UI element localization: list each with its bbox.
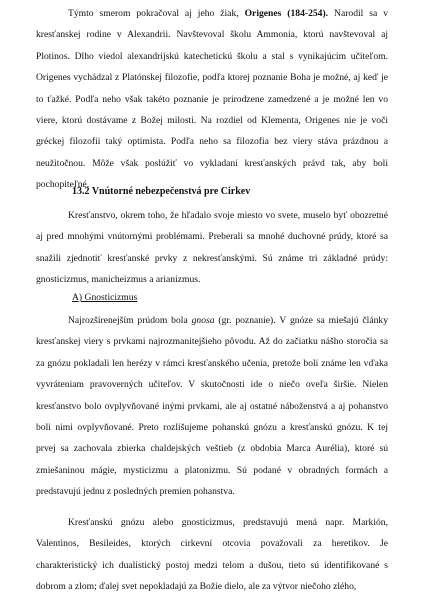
paragraph-gnosis	[36, 310, 388, 503]
paragraph-internal-dangers: Kresťanstvo, okrem toho, že hľadalo svoje miesto vo svete, muselo byť obozretné aj pred mnohými vnútornými problémami. Preberali sa mnohé duchovné prúdy, ktoré sa snažili zjednotiť kresťanské prvky z nekresťanskými. Sú známe tri základné prúdy: gnosticizmus, manicheizmus a arianizmus.	[36, 210, 388, 286]
paragraph-origenes-lead: Týmto smerom pokračoval aj jeho žiak,	[68, 8, 245, 19]
paragraph-gnosis-lead: Najrozšírenejším prúdom bola	[68, 315, 192, 326]
gnosa-term: gnosa	[191, 315, 215, 326]
section-heading: 13.2 Vnútorné nebezpečenstvá pre Cirkev	[72, 186, 251, 197]
origenes-name: Origenes (184-254).	[244, 8, 329, 19]
paragraph-gnosis-body: (gr. poznanie). V gnóze sa miešajú články kresťanskej viery s prvkami najrozmanitejšieho pôvodu. Až do začiatku nášho storočia sa za gnózu pokladali len herézy v rámci kresťanského učenia, pretože boli známe len vďaka vyvráteniam pravoverných učiteľov. V skutočnosti ide o niečo oveľa širšie. Nielen kresťanstvo bolo ovplyvňované inými prvkami, ale aj ostatné náboženstvá a aj pohanstvo boli nimi ovplyvňované. Preto rozlišujeme pohanskú gnózu a kresťanskú gnózu. K tej prvej sa zachovala zbierka chaldejských veštieb (z obdobia Marca Aurélia), ktoré sú zmiešaninou mágie, mysticizmu a platonizmu. Sú podané v obradných formách a predstavujú jednu z posledných premien pohanstva.	[36, 315, 388, 498]
paragraph-christian-gnosis: Kresťanskú gnózu alebo gnosticizmus, predstavujú mená napr. Markión, Valentinos, Besileides, ktorých cirkevní otcovia považovali za heretikov. Je charakteristický ich dualistický postoj medzi telom a dušou, tieto sú identifikované s dobrom a zlom; ďalej svet nepokladajú za Božie dielo, ale za výtvor niečoho zlého,	[36, 517, 388, 593]
paragraph-origenes-body: Narodil sa v kresťanskej rodine v Alexandrii. Navštevoval školu Ammonia, ktorú navštevoval aj Plotinos. Dlho viedol alexandrijskú katechetickú školu a stal s vynikajúcim učiteľom. Origenes vychádzal z Platónskej filozofie, podľa ktorej poznanie Boha je možné, aj keď je to ťažké. Podľa neho však takéto poznanie je prirodzene zamedzené a je možné len vo viere, ktorú dostávame z Božej milosti. Na rozdiel od Klementa, Origenes nie je voči gréckej filozofii taký optimista. Podľa neho sa filozofia bez viery stáva prázdnou a neužitočnou. Môže však poslúžiť vo vykladaní kresťanských právd tak, aby boli pochopiteľné.	[36, 8, 388, 191]
subsection-heading: A) Gnosticizmus	[72, 292, 138, 303]
paragraph-origenes	[36, 3, 388, 196]
